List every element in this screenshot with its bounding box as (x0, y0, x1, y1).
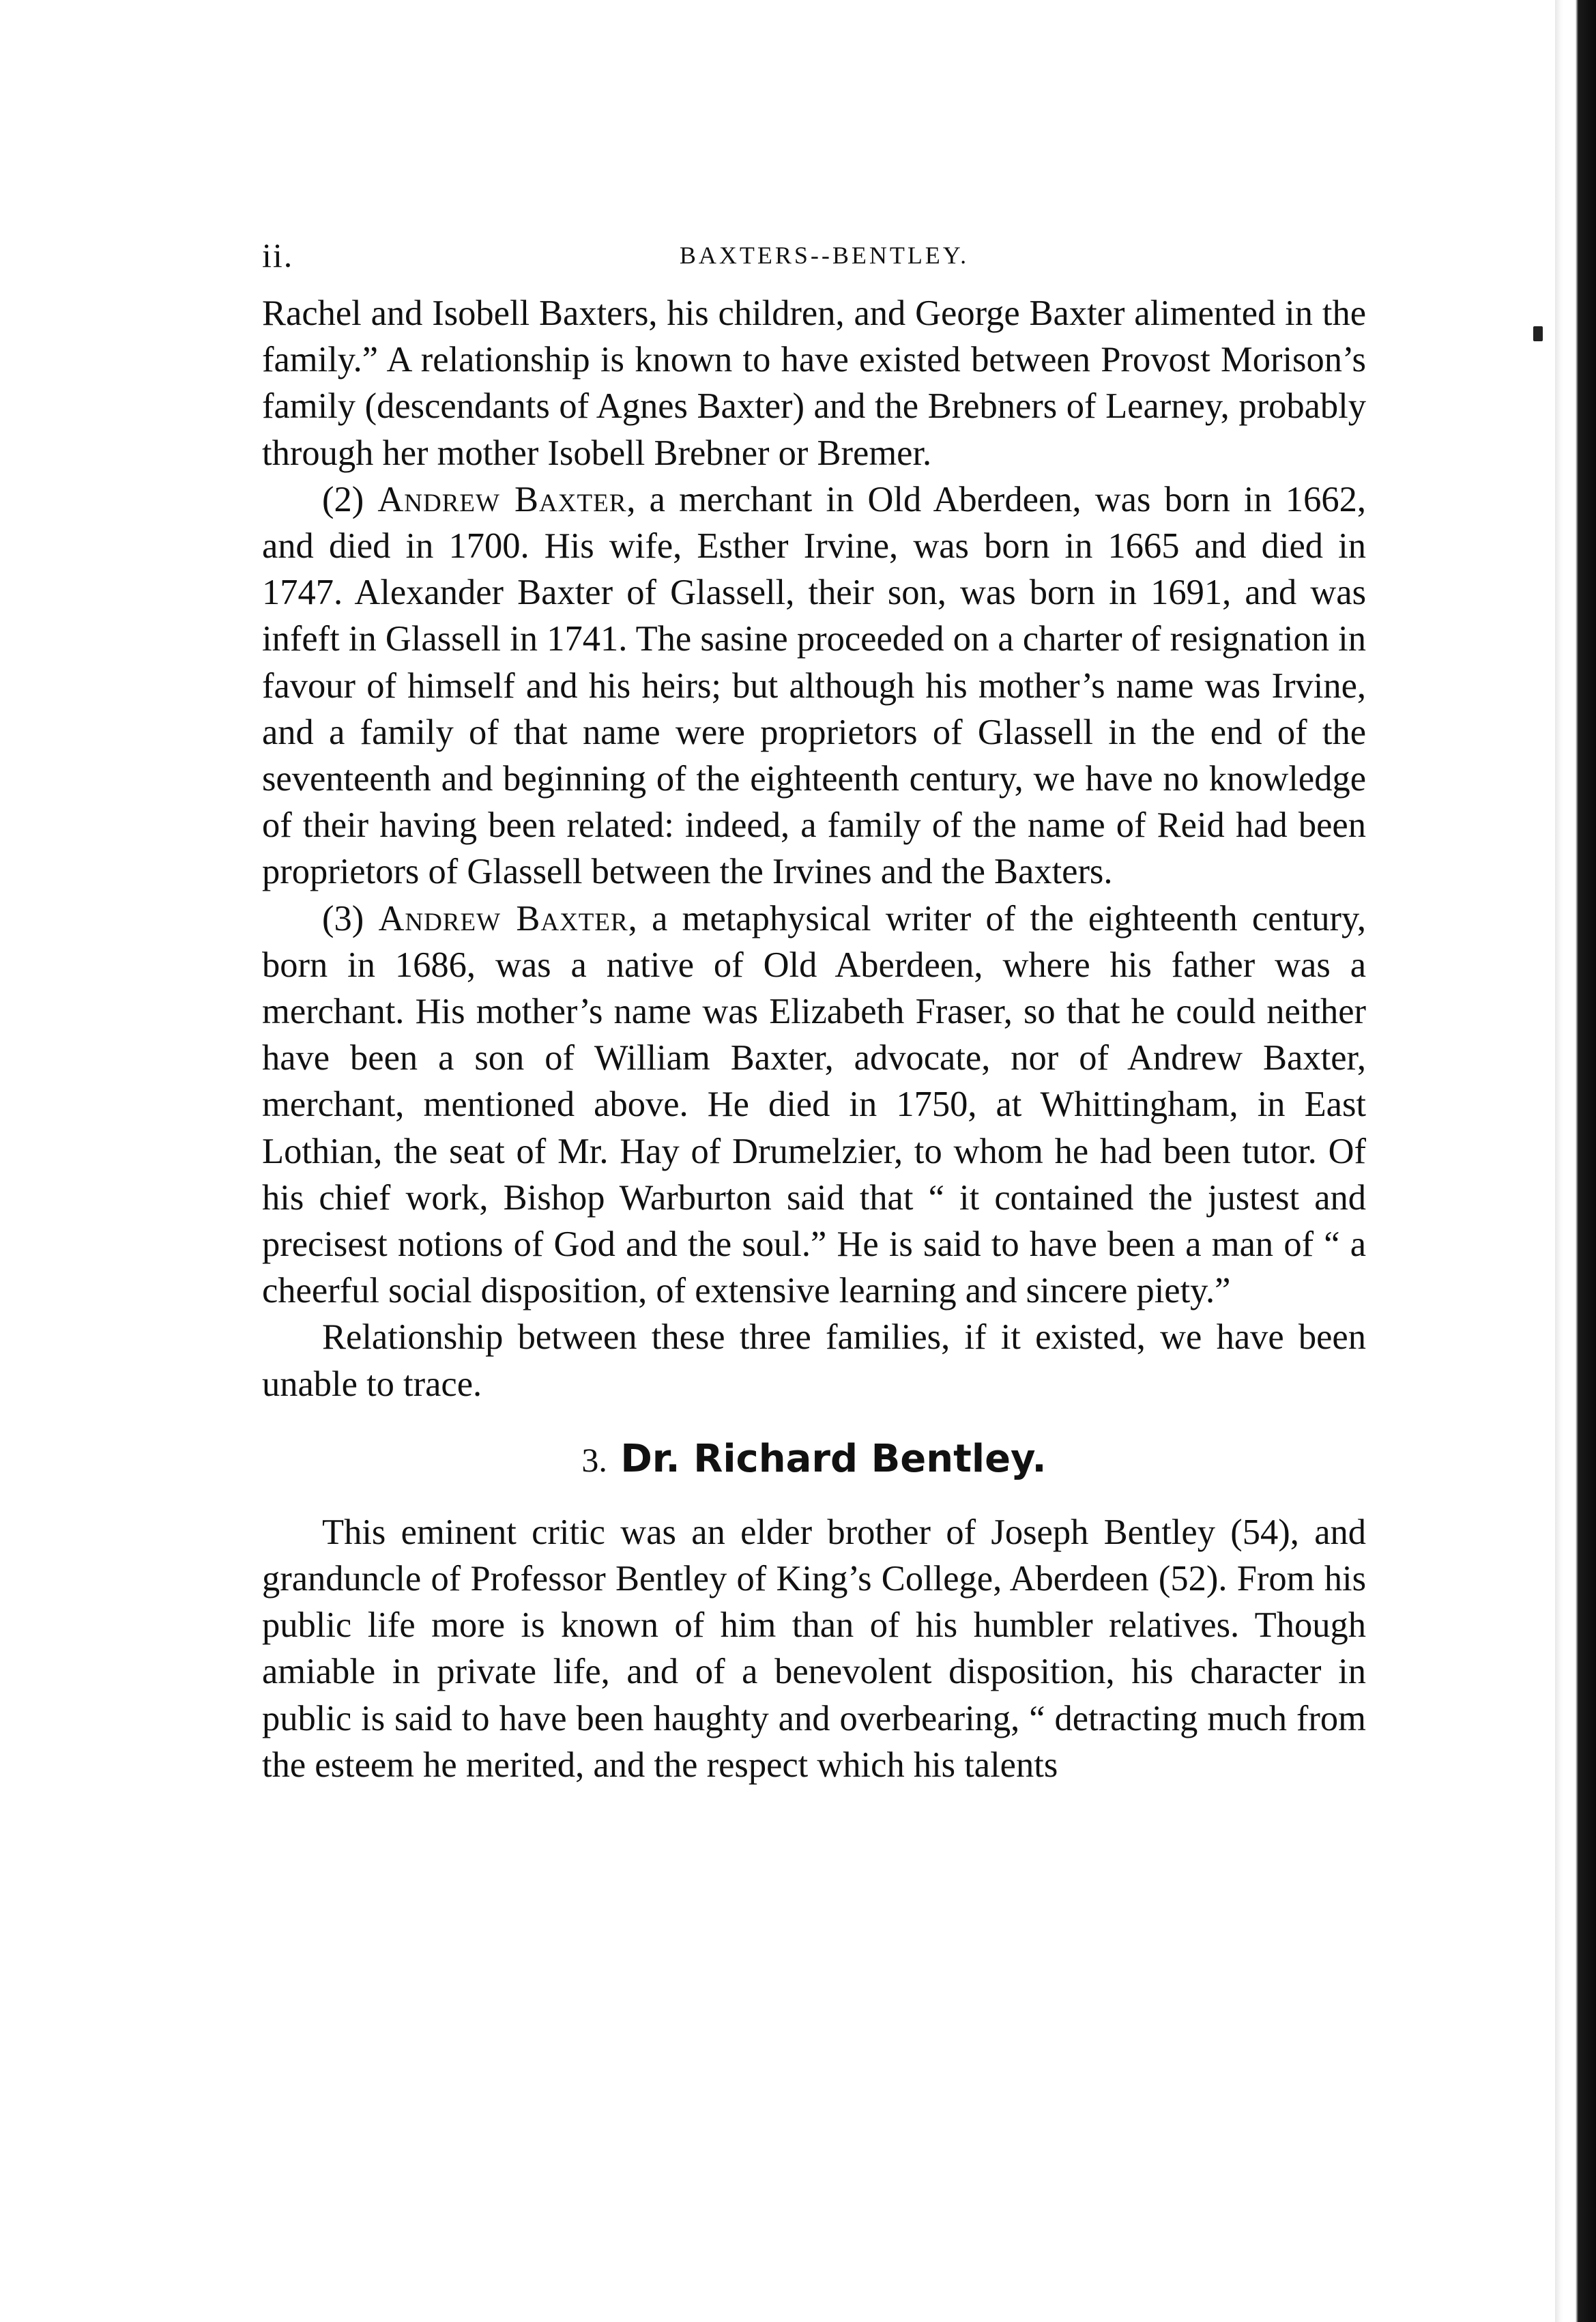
section-title: Dr. Richard Bentley. (620, 1436, 1047, 1481)
page-number: ii. (262, 236, 294, 274)
entry-name: Andrew Baxter (377, 479, 627, 519)
paragraph-andrew-baxter-writer (262, 895, 1366, 1315)
entry-name: Andrew Baxter (378, 898, 628, 938)
entry-number: (2) (322, 479, 378, 519)
page-binding-edge (1555, 0, 1596, 2322)
running-title: BAXTERS--BENTLEY. (679, 242, 970, 269)
entry-text: , a merchant in Old Aberdeen, was born in 1662, and died in 1700. His wife, Esther Irvine, was born in 1665 and died in 1747. Alexander Baxter of Glassell, their son, was born in 1691, and was infeft in Glassell in 1741. The sasine proceeded on a charter of resignation in favour of himself and his heirs; but although his mother’s name was Irvine, and a family of that name were proprietors of Glassell in the end of the seventeenth and beginning of the eighteenth century, we have no knowledge of their having been related: indeed, a family of the name of Reid had been proprietors of Glassell between the Irvines and the Baxters. (262, 479, 1367, 892)
paragraph-bentley: This eminent critic was an elder brother of Joseph Bentley (54), and granduncle of Professor Bentley of King’s College, Aberdeen (52). From his public life more is known of him than of his humbler relatives. Though amiable in private life, and of a benevolent disposition, his character in public is said to have been haughty and overbearing, “ detracting much from the esteem he merited, and the respect which his talents (262, 1512, 1366, 1785)
section-heading (262, 1432, 1366, 1487)
page-body (262, 229, 1366, 1788)
scan-speck (1533, 326, 1543, 341)
entry-text: , a metaphysical writer of the eighteenth century, born in 1686, was a native of Old Aberdeen, where his father was a merchant. His mother’s name was Elizabeth Fraser, so that he could neither have been a son of William Baxter, advocate, nor of Andrew Baxter, merchant, mentioned above. He died in 1750, at Whittingham, in East Lothian, the seat of Mr. Hay of Drumelzier, to whom he had been tutor. Of his chief work, Bishop Warburton said that “ it contained the justest and precisest notions of God and the soul.” He is said to have been a man of “ a cheerful social disposition, of extensive learning and sincere piety.” (262, 898, 1366, 1311)
running-header (262, 229, 1366, 290)
paragraph-continuation: Rachel and Isobell Baxters, his children, and George Baxter alimented in the family.” A relationship is known to have existed between Provost Morison’s family (descendants of Agnes Baxter) and the Brebners of Learney, probably through her mother Isobell Brebner or Bremer. (262, 293, 1366, 473)
entry-number: (3) (322, 898, 379, 938)
paragraph-relationship: Relationship between these three families, if it existed, we have been unable to trace. (262, 1317, 1366, 1404)
paragraph-andrew-baxter-merchant (262, 476, 1366, 895)
section-number: 3. (581, 1440, 607, 1479)
